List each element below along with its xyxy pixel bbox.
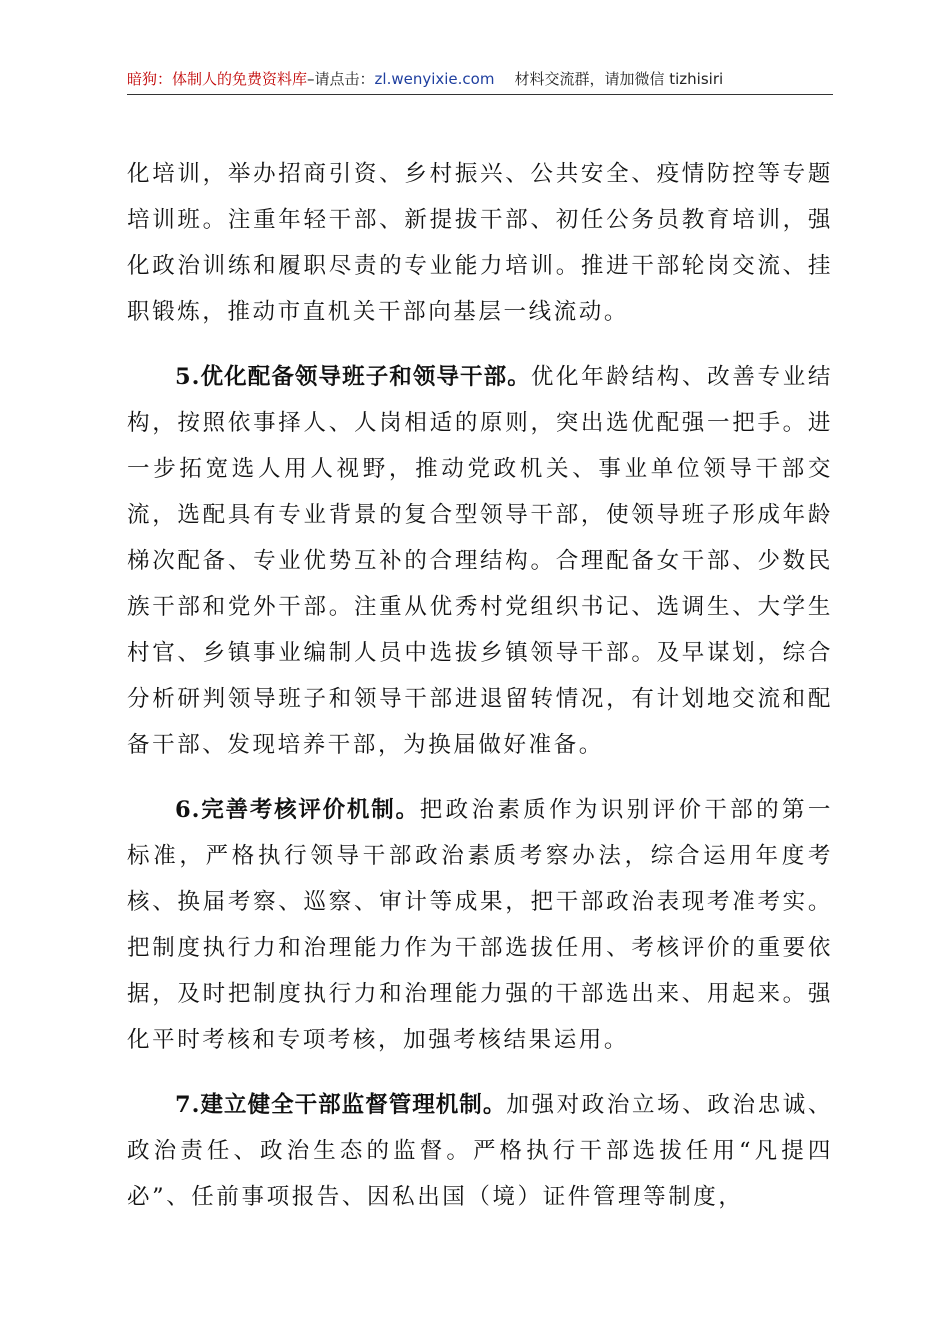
- paragraph-text: 化培训，举办招商引资、乡村振兴、公共安全、疫情防控等专题培训班。注重年轻干部、新提拔干部、初任公务员教育培训，强化政治训练和履职尽责的专业能力培训。推进干部轮岗交流、挂职锻炼，推动市直机关干部向基层一线流动。: [127, 161, 833, 325]
- paragraph-section-5: [127, 354, 833, 768]
- paragraph-training-continued: [127, 151, 833, 335]
- header-site-label: 暗狗：体制人的免费资料库: [127, 70, 308, 88]
- document-body: [127, 151, 833, 1239]
- paragraph-text: 优化年龄结构、改善专业结构，按照依事择人、人岗相适的原则，突出选优配强一把手。进一步拓宽选人用人视野，推动党政机关、事业单位领导干部交流，选配具有专业背景的复合型领导干部，使领导班子形成年龄梯次配备、专业优势互补的合理结构。合理配备女干部、少数民族干部和党外干部。注重从优秀村党组织书记、选调生、大学生村官、乡镇事业编制人员中选拔乡镇领导干部。及早谋划，综合分析研判领导班子和领导干部进退留转情况，有计划地交流和配备干部、发现培养干部，为换届做好准备。: [127, 364, 834, 758]
- header-url-link[interactable]: zl.wenyixie.com: [374, 70, 495, 88]
- section-heading: 5.优化配备领导班子和领导干部。: [175, 364, 531, 390]
- section-heading: 6.完善考核评价机制。: [175, 797, 420, 823]
- paragraph-section-7: [127, 1082, 833, 1220]
- paragraph-text: 把政治素质作为识别评价干部的第一标准，严格执行领导干部政治素质考察办法，综合运用年度考核、换届考察、巡察、审计等成果，把干部政治表现考准考实。把制度执行力和治理能力作为干部选拔任用、考核评价的重要依据，及时把制度执行力和治理能力强的干部选出来、用起来。强化平时考核和专项考核，加强考核结果运用。: [127, 797, 833, 1053]
- paragraph-text: 加强对政治立场、政治忠诚、政治责任、政治生态的监督。严格执行干部选拔任用“凡提四必”、任前事项报告、因私出国（境）证件管理等制度，: [127, 1092, 833, 1210]
- paragraph-section-6: [127, 787, 833, 1063]
- section-heading: 7.建立健全干部监督管理机制。: [175, 1092, 507, 1118]
- header-wechat-note: 材料交流群，请加微信 tizhisiri: [514, 70, 724, 88]
- page-header: [127, 64, 833, 95]
- header-click-prompt: –请点击：: [307, 70, 375, 88]
